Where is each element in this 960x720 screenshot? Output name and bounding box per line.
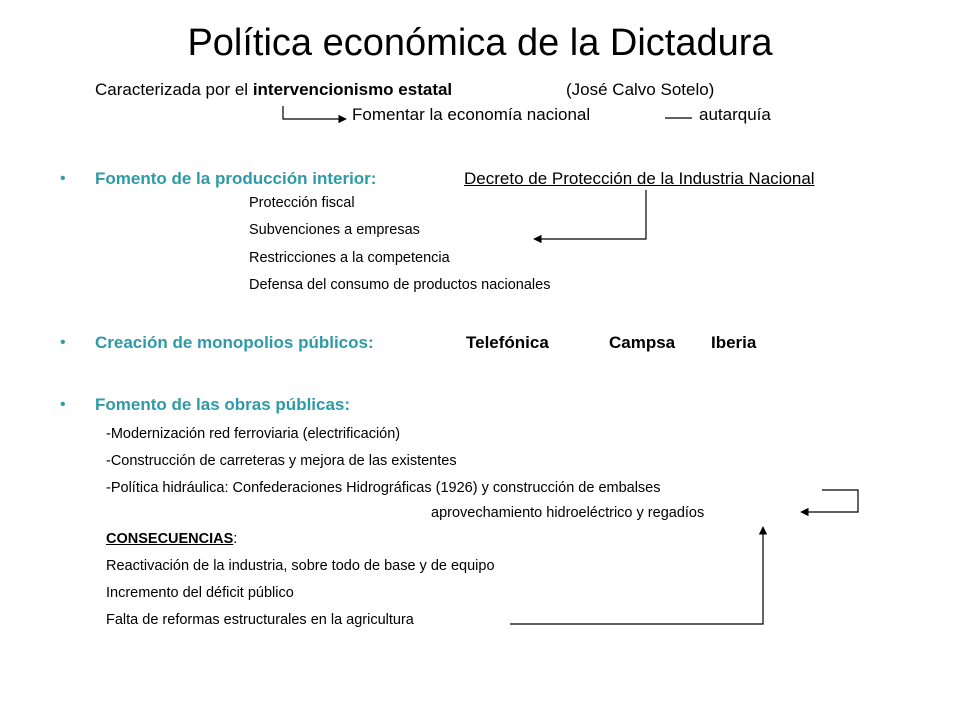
decree-connector-arrow xyxy=(534,190,646,239)
intro-author: (José Calvo Sotelo) xyxy=(566,80,715,99)
company-iberia: Iberia xyxy=(711,333,757,352)
consequences-label: CONSECUENCIAS xyxy=(106,531,234,547)
section-monopolies-label: Creación de monopolios públicos: xyxy=(95,333,374,352)
intro-connector-arrow xyxy=(283,106,346,119)
consequence-item: Falta de reformas estructurales en la agricultura xyxy=(106,612,414,628)
production-item: Restricciones a la competencia xyxy=(249,250,450,266)
production-item: Protección fiscal xyxy=(249,195,355,211)
hydro-result: aprovechamiento hidroeléctrico y regadíos xyxy=(431,505,705,521)
hydro-connector-arrow xyxy=(801,490,858,512)
bullet-marker: • xyxy=(60,396,66,413)
consequence-item: Reactivación de la industria, sobre todo de base y de equipo xyxy=(106,558,495,574)
section-production-label: Fomento de la producción interior: xyxy=(95,169,377,188)
production-item: Subvenciones a empresas xyxy=(249,222,420,238)
company-campsa: Campsa xyxy=(609,333,676,352)
public-works-item: -Política hidráulica: Confederaciones Hidrográficas (1926) y construcción de embalses xyxy=(106,480,661,496)
slide-title: Política económica de la Dictadura xyxy=(187,22,773,64)
intro-goal: Fomentar la economía nacional xyxy=(352,105,591,124)
public-works-item: -Modernización red ferroviaria (electrificación) xyxy=(106,426,401,442)
public-works-item: -Construcción de carreteras y mejora de las existentes xyxy=(106,453,457,469)
agriculture-connector-arrow xyxy=(510,527,763,624)
consequences-colon: : xyxy=(233,531,238,547)
bullet-marker: • xyxy=(60,334,66,351)
production-item: Defensa del consumo de productos nacionales xyxy=(249,277,551,293)
bullet-marker: • xyxy=(60,170,66,187)
intro-autarky: autarquía xyxy=(699,105,771,124)
consequence-item: Incremento del déficit público xyxy=(106,585,294,601)
company-telefonica: Telefónica xyxy=(466,333,549,352)
intro-prefix: Caracterizada por el xyxy=(95,80,253,99)
intro-emphasis: intervencionismo estatal xyxy=(252,80,453,99)
decree-title: Decreto de Protección de la Industria Nacional xyxy=(464,169,815,188)
section-public-works-label: Fomento de las obras públicas: xyxy=(95,395,351,414)
